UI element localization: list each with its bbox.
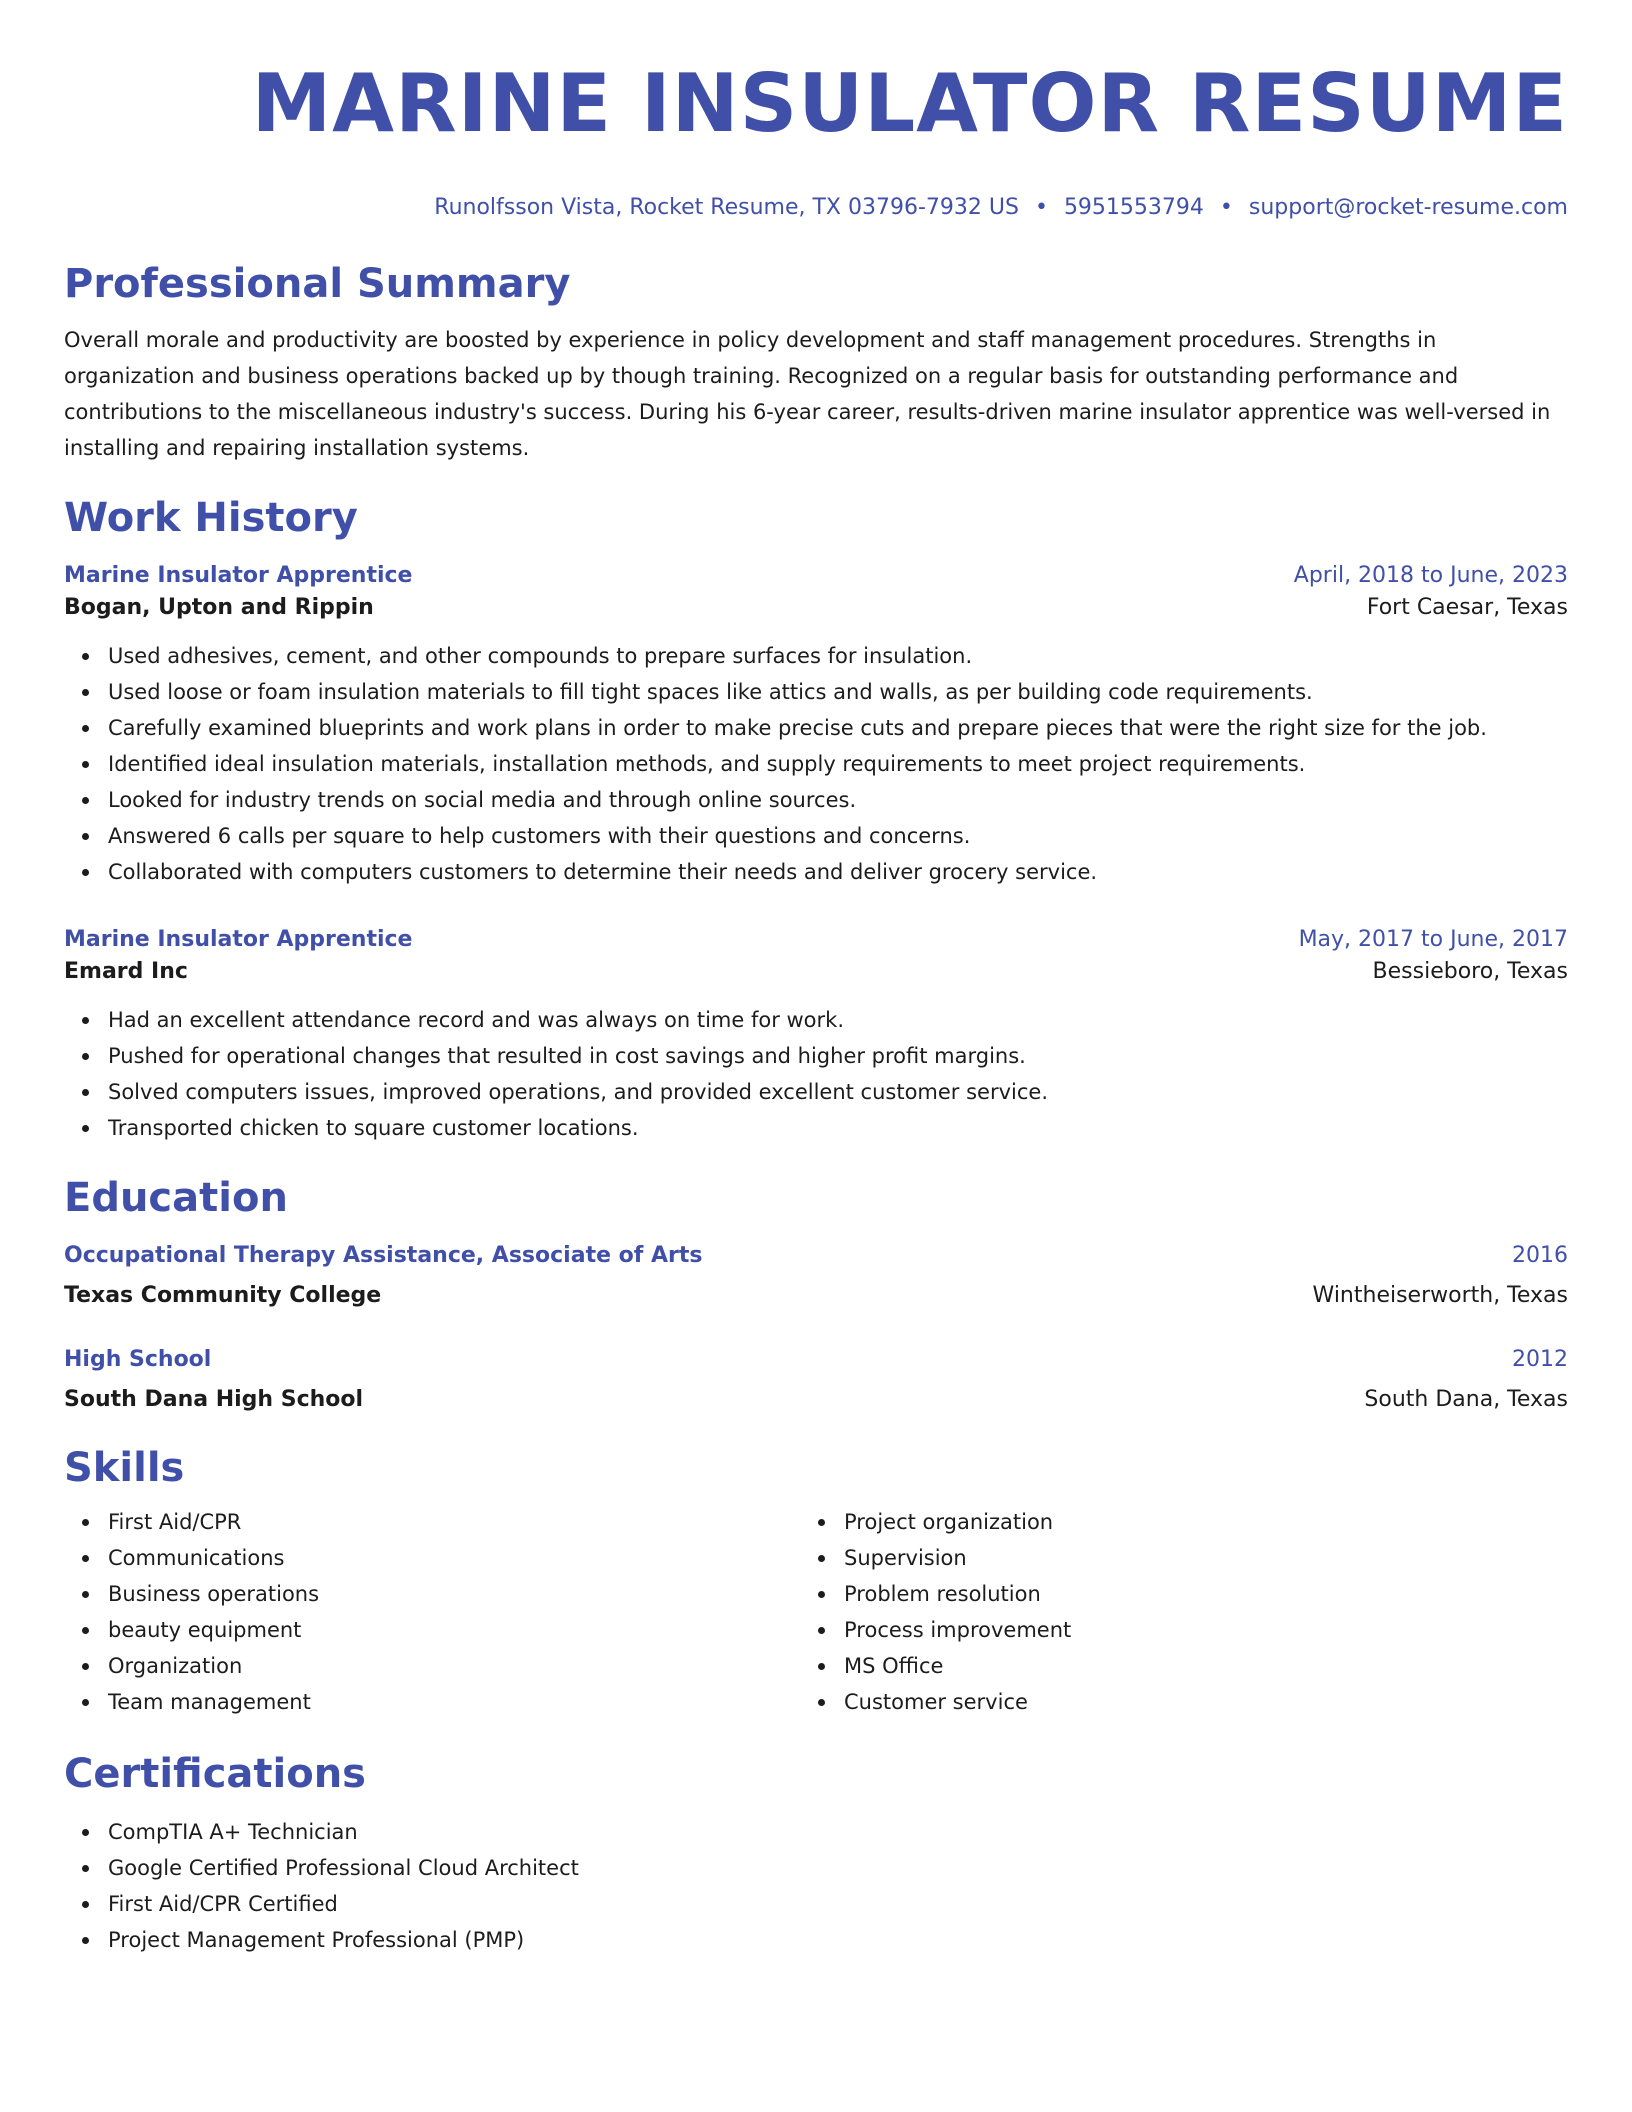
skill-text: Project organization [844,1510,1054,1534]
education-year: 2016 [1512,1243,1568,1268]
bullet-dot [82,797,89,804]
skill-text: Business operations [108,1582,320,1606]
job-dates: April, 2018 to June, 2023 [1293,563,1568,588]
skills-heading: Skills [64,1445,185,1491]
job-company: Bogan, Upton and Rippin [64,595,374,620]
skills-list [800,1504,1536,1720]
summary-text: Overall morale and productivity are boosted by experience in policy development and staff management procedures. Strengths in organization and business operations backed up by though training. Recognized on a regular basis for outstanding performance and contributions to the miscellaneous industry's success. During his 6-year career, results-driven marine insulator apprentice was well-versed in installing and repairing installation systems. [64,328,1551,460]
education-degree-row [64,1240,1568,1272]
bullet-dot [82,725,89,732]
bullet-dot [82,653,89,660]
job-company-row [64,956,1568,988]
bullet-dot [818,1627,825,1634]
education-entry [64,1344,1568,1416]
job-bullet [108,782,1568,818]
bullet-dot [818,1663,825,1670]
skill-item [108,1576,800,1612]
skills-column-right [800,1504,1536,1720]
education-location: South Dana, Texas [1364,1387,1568,1412]
certification-text: First Aid/CPR Certified [108,1892,338,1916]
skill-text: Supervision [844,1546,967,1570]
job-bullet [108,1110,1568,1146]
bullet-dot [82,1591,89,1598]
certification-item [108,1814,1568,1850]
education-degree: Occupational Therapy Assistance, Associate of Arts [64,1243,703,1268]
job-bullet-text: Carefully examined blueprints and work plans in order to make precise cuts and prepare pieces that were the right size for the job. [108,716,1487,740]
bullet-dot [82,833,89,840]
bullet-dot [82,1125,89,1132]
job-bullet [108,1074,1568,1110]
job-bullet [108,746,1568,782]
skill-text: Process improvement [844,1618,1072,1642]
bullet-dot [82,761,89,768]
job-title: Marine Insulator Apprentice [64,927,413,952]
job-bullet [108,1002,1568,1038]
contact-address: Runolfsson Vista, Rocket Resume, TX 03796-7932 US [434,195,1019,220]
job-bullet-text: Transported chicken to square customer locations. [108,1116,639,1140]
skill-text: Team management [108,1690,311,1714]
job-location: Bessieboro, Texas [1372,959,1568,984]
bullet-dot [82,1829,89,1836]
bullet-dot [82,1555,89,1562]
education-degree-row [64,1344,1568,1376]
bullet-dot [82,1089,89,1096]
certifications-heading: Certifications [64,1751,366,1797]
job-title: Marine Insulator Apprentice [64,563,413,588]
skill-item [844,1504,1536,1540]
skill-item [844,1576,1536,1612]
job-bullet [108,674,1568,710]
bullet-dot [82,869,89,876]
education-location: Wintheiserworth, Texas [1312,1283,1568,1308]
bullet-dot [82,1519,89,1526]
job-bullet [108,1038,1568,1074]
skill-item [844,1612,1536,1648]
bullet-dot [82,1937,89,1944]
certification-item [108,1850,1568,1886]
certification-text: Google Certified Professional Cloud Architect [108,1856,579,1880]
education-year: 2012 [1512,1347,1568,1372]
bullet-dot [82,1053,89,1060]
certification-item [108,1922,1568,1958]
skill-item [108,1504,800,1540]
bullet-dot [818,1519,825,1526]
bullet-dot [82,1699,89,1706]
bullet-dot [82,689,89,696]
education-heading: Education [64,1175,288,1221]
job-title-row [64,560,1568,592]
skill-item [108,1612,800,1648]
job-bullet-text: Solved computers issues, improved operations, and provided excellent customer service. [108,1080,1049,1104]
skill-text: Customer service [844,1690,1028,1714]
skill-item [844,1648,1536,1684]
job-bullet [108,854,1568,890]
education-school-row [64,1280,1568,1312]
contact-separator: • [1034,195,1048,220]
education-degree: High School [64,1347,212,1372]
job-entry [64,560,1568,890]
bullet-dot [82,1017,89,1024]
education-school: South Dana High School [64,1387,364,1412]
bullet-dot [818,1699,825,1706]
contact-phone: 5951553794 [1063,195,1204,220]
certification-item [108,1886,1568,1922]
job-title-row [64,924,1568,956]
certification-text: Project Management Professional (PMP) [108,1928,525,1952]
bullet-dot [818,1591,825,1598]
education-school: Texas Community College [64,1283,382,1308]
skill-item [844,1540,1536,1576]
job-bullet-text: Used loose or foam insulation materials to fill tight spaces like attics and walls, as per building code requirements. [108,680,1313,704]
skill-item [108,1540,800,1576]
skill-text: Organization [108,1654,243,1678]
skill-text: Problem resolution [844,1582,1041,1606]
work-history-heading: Work History [64,495,358,541]
job-bullet-text: Looked for industry trends on social media and through online sources. [108,788,857,812]
job-bullet-text: Identified ideal insulation materials, installation methods, and supply requirements to meet project requirements. [108,752,1306,776]
bullet-dot [82,1901,89,1908]
job-company-row [64,592,1568,624]
certification-text: CompTIA A+ Technician [108,1820,358,1844]
skill-item [108,1648,800,1684]
bullet-dot [82,1627,89,1634]
contact-separator: • [1219,195,1233,220]
job-entry [64,924,1568,1146]
contact-email: support@rocket-resume.com [1248,195,1568,220]
job-location: Fort Caesar, Texas [1366,595,1568,620]
job-bullet-text: Collaborated with computers customers to determine their needs and deliver grocery service. [108,860,1098,884]
job-bullet [108,710,1568,746]
job-bullet-text: Had an excellent attendance record and was always on time for work. [108,1008,845,1032]
skill-text: First Aid/CPR [108,1510,242,1534]
skill-item [108,1684,800,1720]
skill-text: Communications [108,1546,285,1570]
job-company: Emard Inc [64,959,188,984]
skills-column-left [64,1504,800,1720]
job-bullet-text: Answered 6 calls per square to help customers with their questions and concerns. [108,824,971,848]
education-entry [64,1240,1568,1312]
bullet-dot [82,1663,89,1670]
skill-item [844,1684,1536,1720]
education-school-row [64,1384,1568,1416]
job-bullets [64,1002,1568,1146]
job-dates: May, 2017 to June, 2017 [1298,927,1568,952]
resume-title: MARINE INSULATOR RESUME [251,57,1568,150]
bullet-dot [82,1865,89,1872]
skill-text: beauty equipment [108,1618,302,1642]
contact-line [64,192,1568,224]
job-bullets [64,638,1568,890]
summary-heading: Professional Summary [64,261,571,307]
job-bullet [108,638,1568,674]
bullet-dot [818,1555,825,1562]
skill-text: MS Office [844,1654,944,1678]
job-bullet-text: Pushed for operational changes that resulted in cost savings and higher profit margins. [108,1044,1026,1068]
job-bullet-text: Used adhesives, cement, and other compounds to prepare surfaces for insulation. [108,644,973,668]
certifications-list [64,1814,1568,1958]
job-bullet [108,818,1568,854]
skills-list [64,1504,800,1720]
skills-grid [64,1504,1568,1720]
